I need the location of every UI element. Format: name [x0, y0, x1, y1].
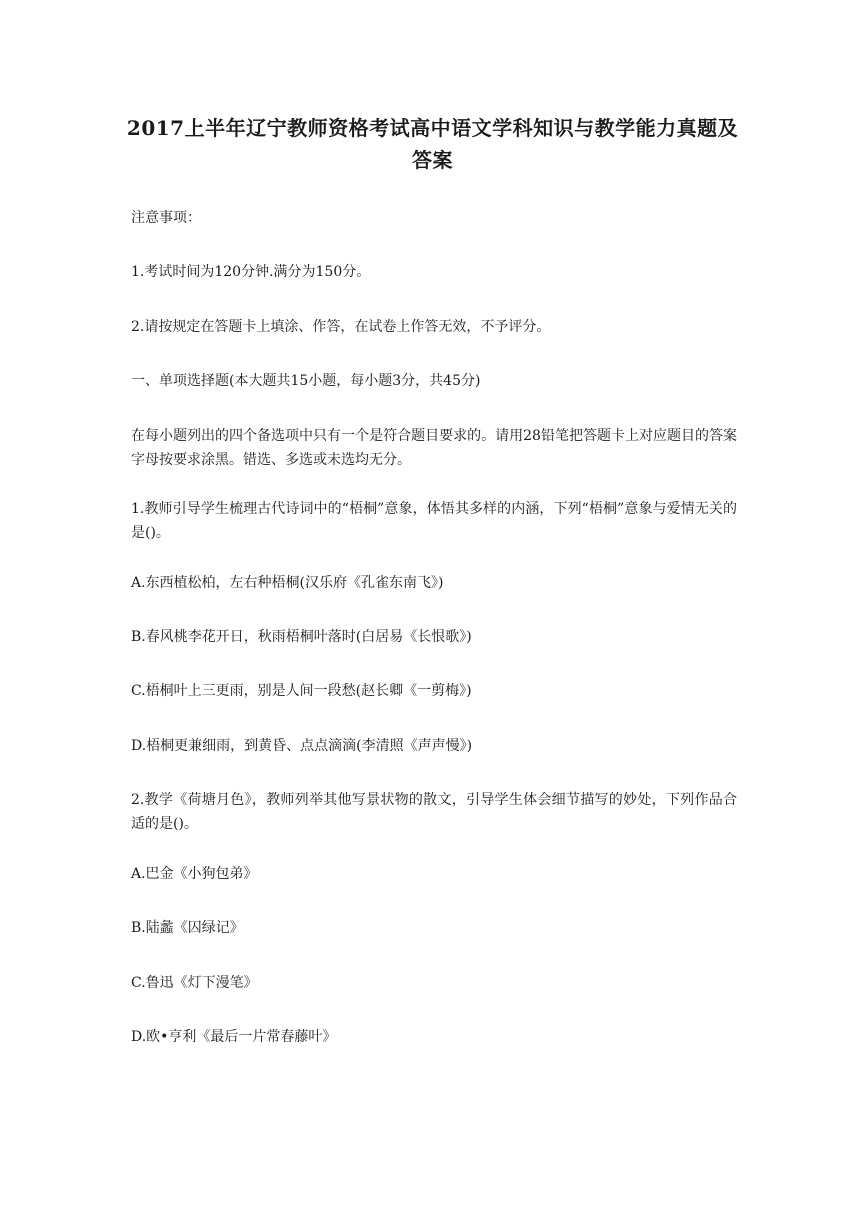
question-1-option-b: B.春风桃李花开日，秋雨梧桐叶落时(白居易《长恨歌》): [131, 629, 472, 645]
question-2-option-c: C.鲁迅《灯下漫笔》: [131, 975, 258, 991]
question-2-option-a: A.巴金《小狗包弟》: [131, 866, 258, 882]
section-instruction: 在每小题列出的四个备选项中只有一个是符合题目要求的。请用28铅笔把答题卡上对应题目的答案字母按要求涂黑。错选、多选或未选均无分。: [131, 428, 737, 468]
notes-heading: 注意事项：: [131, 210, 201, 226]
question-1-option-d: D.梧桐更兼细雨，到黄昏、点点滴滴(李清照《声声慢》): [131, 738, 473, 754]
question-1-option-a: A.东西植松柏，左右种梧桐(汉乐府《孔雀东南飞》): [131, 575, 444, 591]
question-1-stem: 1.教师引导学生梳理古代诗词中的“梧桐”意象，体悟其多样的内涵，下列“梧桐”意象与爱情无关的是()。: [131, 501, 737, 541]
question-2-option-b: B.陆蠡《囚绿记》: [131, 920, 244, 936]
question-2-option-d: D.欧•亨利《最后一片常春藤叶》: [131, 1029, 337, 1045]
question-2-stem: 2.教学《荷塘月色》，教师列举其他写景状物的散文，引导学生体会细节描写的妙处，下列作品合适的是()。: [131, 792, 737, 832]
note-item-1: 1.考试时间为120分钟.满分为150分。: [131, 264, 371, 280]
note-item-2: 2.请按规定在答题卡上填涂、作答，在试卷上作答无效，不予评分。: [131, 319, 551, 335]
question-1-option-c: C.梧桐叶上三更雨，别是人间一段愁(赵长卿《一剪梅》): [131, 683, 472, 699]
document-title: 2017上半年辽宁教师资格考试高中语文学科知识与教学能力真题及答案: [126, 116, 739, 172]
section-heading: 一、单项选择题(本大题共15小题，每小题3分，共45分): [131, 373, 481, 389]
